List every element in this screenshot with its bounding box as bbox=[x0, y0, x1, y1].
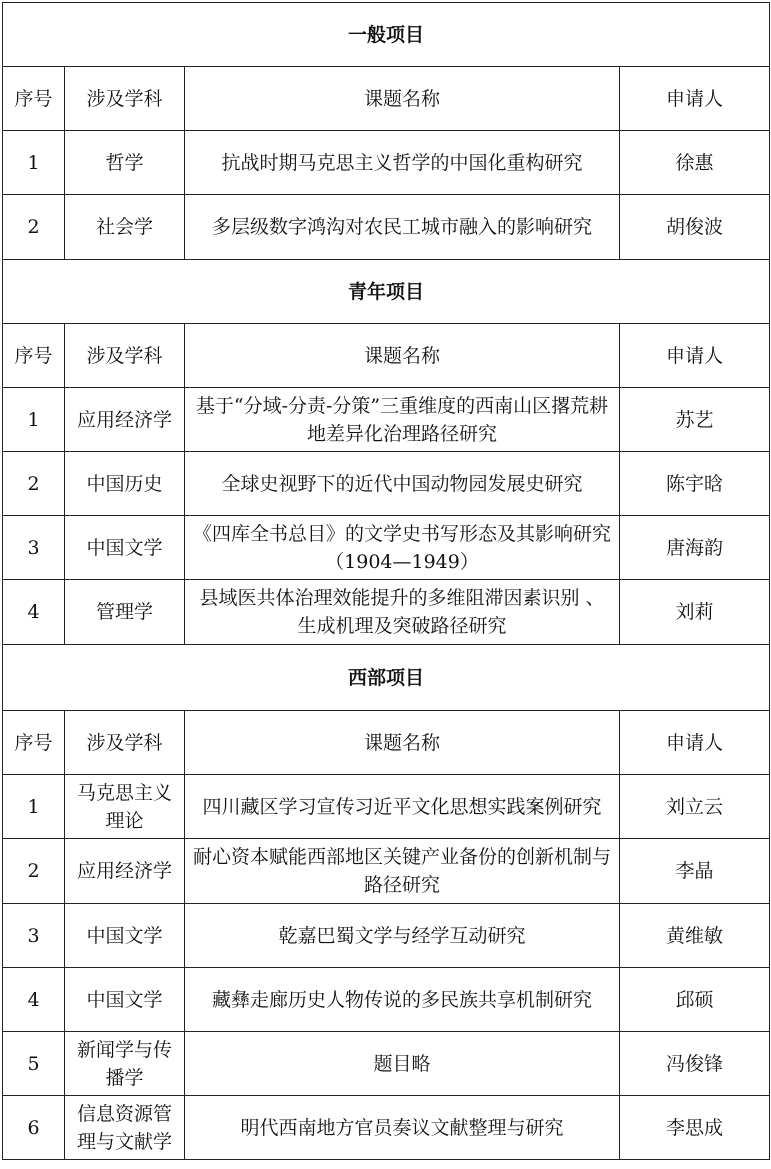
header-title: 课题名称 bbox=[185, 67, 620, 131]
row-title: 明代西南地方官员奏议文献整理与研究 bbox=[185, 1096, 620, 1160]
header-subject: 涉及学科 bbox=[65, 711, 185, 775]
row-applicant: 邱硕 bbox=[620, 968, 770, 1032]
section-title-row bbox=[3, 645, 770, 711]
table-row bbox=[3, 388, 770, 452]
header-subject: 涉及学科 bbox=[65, 67, 185, 131]
table-row bbox=[3, 195, 770, 260]
table-row bbox=[3, 775, 770, 839]
row-applicant: 唐海韵 bbox=[620, 516, 770, 580]
section-title-row bbox=[3, 3, 770, 67]
table-row bbox=[3, 839, 770, 904]
row-index: 3 bbox=[3, 904, 65, 968]
row-applicant: 黄维敏 bbox=[620, 904, 770, 968]
header-title: 课题名称 bbox=[185, 711, 620, 775]
row-applicant: 徐惠 bbox=[620, 131, 770, 195]
row-subject: 社会学 bbox=[65, 195, 185, 260]
row-title: 全球史视野下的近代中国动物园发展史研究 bbox=[185, 452, 620, 516]
row-applicant: 李思成 bbox=[620, 1096, 770, 1160]
project-list-table bbox=[2, 2, 770, 1160]
row-subject: 马克思主义理论 bbox=[65, 775, 185, 839]
row-title: 《四库全书总目》的文学史书写形态及其影响研究（1904—1949） bbox=[185, 516, 620, 580]
row-subject: 信息资源管理与文献学 bbox=[65, 1096, 185, 1160]
header-title: 课题名称 bbox=[185, 324, 620, 388]
row-title: 乾嘉巴蜀文学与经学互动研究 bbox=[185, 904, 620, 968]
row-title: 耐心资本赋能西部地区关键产业备份的创新机制与路径研究 bbox=[185, 839, 620, 904]
row-applicant: 苏艺 bbox=[620, 388, 770, 452]
row-title: 基于“分域-分责-分策”三重维度的西南山区撂荒耕地差异化治理路径研究 bbox=[185, 388, 620, 452]
row-subject: 中国文学 bbox=[65, 904, 185, 968]
row-title: 县域医共体治理效能提升的多维阻滞因素识别 、生成机理及突破路径研究 bbox=[185, 580, 620, 645]
row-index: 2 bbox=[3, 839, 65, 904]
header-row bbox=[3, 67, 770, 131]
row-subject: 中国文学 bbox=[65, 516, 185, 580]
header-row bbox=[3, 324, 770, 388]
table-row bbox=[3, 580, 770, 645]
header-subject: 涉及学科 bbox=[65, 324, 185, 388]
section-title: 青年项目 bbox=[3, 260, 770, 324]
row-index: 1 bbox=[3, 388, 65, 452]
row-index: 5 bbox=[3, 1032, 65, 1096]
row-applicant: 陈宇晗 bbox=[620, 452, 770, 516]
row-index: 4 bbox=[3, 968, 65, 1032]
row-subject: 哲学 bbox=[65, 131, 185, 195]
header-index: 序号 bbox=[3, 324, 65, 388]
row-applicant: 冯俊锋 bbox=[620, 1032, 770, 1096]
header-index: 序号 bbox=[3, 67, 65, 131]
section-title: 西部项目 bbox=[3, 645, 770, 711]
row-applicant: 刘莉 bbox=[620, 580, 770, 645]
header-index: 序号 bbox=[3, 711, 65, 775]
header-row bbox=[3, 711, 770, 775]
table-row bbox=[3, 1032, 770, 1096]
row-index: 1 bbox=[3, 131, 65, 195]
row-index: 1 bbox=[3, 775, 65, 839]
row-subject: 管理学 bbox=[65, 580, 185, 645]
row-title: 藏彝走廊历史人物传说的多民族共享机制研究 bbox=[185, 968, 620, 1032]
row-index: 2 bbox=[3, 195, 65, 260]
row-title: 题目略 bbox=[185, 1032, 620, 1096]
row-title: 四川藏区学习宣传习近平文化思想实践案例研究 bbox=[185, 775, 620, 839]
header-applicant: 申请人 bbox=[620, 711, 770, 775]
table-row bbox=[3, 904, 770, 968]
row-subject: 应用经济学 bbox=[65, 388, 185, 452]
row-subject: 应用经济学 bbox=[65, 839, 185, 904]
row-title: 多层级数字鸿沟对农民工城市融入的影响研究 bbox=[185, 195, 620, 260]
section-title-row bbox=[3, 260, 770, 324]
header-applicant: 申请人 bbox=[620, 324, 770, 388]
row-applicant: 李晶 bbox=[620, 839, 770, 904]
row-index: 4 bbox=[3, 580, 65, 645]
row-title: 抗战时期马克思主义哲学的中国化重构研究 bbox=[185, 131, 620, 195]
row-index: 6 bbox=[3, 1096, 65, 1160]
row-applicant: 胡俊波 bbox=[620, 195, 770, 260]
table-row bbox=[3, 1096, 770, 1160]
table-row bbox=[3, 968, 770, 1032]
row-applicant: 刘立云 bbox=[620, 775, 770, 839]
section-title: 一般项目 bbox=[3, 3, 770, 67]
table-row bbox=[3, 516, 770, 580]
row-subject: 中国文学 bbox=[65, 968, 185, 1032]
header-applicant: 申请人 bbox=[620, 67, 770, 131]
row-subject: 新闻学与传播学 bbox=[65, 1032, 185, 1096]
table-row bbox=[3, 452, 770, 516]
row-subject: 中国历史 bbox=[65, 452, 185, 516]
table-row bbox=[3, 131, 770, 195]
row-index: 2 bbox=[3, 452, 65, 516]
row-index: 3 bbox=[3, 516, 65, 580]
